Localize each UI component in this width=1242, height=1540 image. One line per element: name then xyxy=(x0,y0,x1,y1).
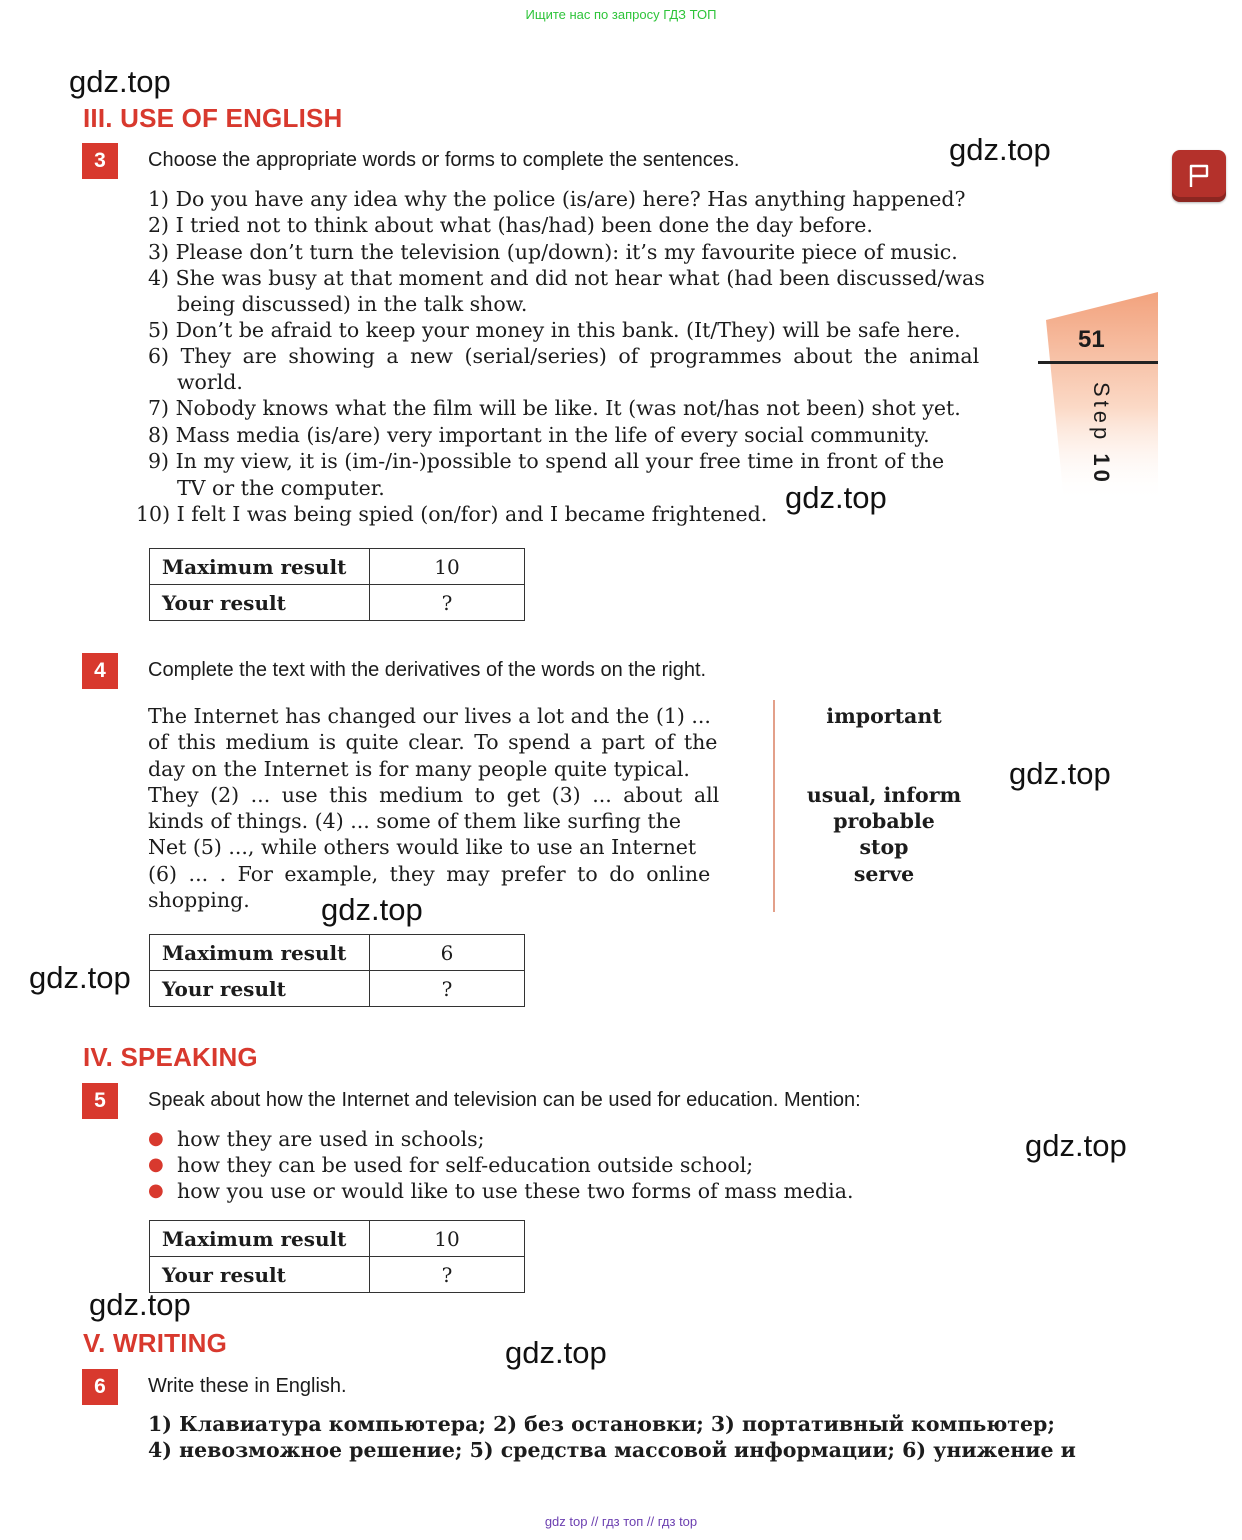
line-text: Do you have any idea why the police (is/are) here? Has anything happened? xyxy=(175,187,966,211)
bullet-icon: ● xyxy=(148,1154,164,1175)
line-number: 8) xyxy=(148,423,176,447)
line-text: Mass media (is/are) very important in the life of every social community. xyxy=(175,423,930,447)
score-your-value: ? xyxy=(370,1257,525,1293)
task-instruction: Choose the appropriate words or forms to complete the sentences. xyxy=(148,149,740,171)
page-number: 51 xyxy=(1078,326,1105,353)
watermark: gdz.top xyxy=(505,1335,607,1370)
score-row-max xyxy=(150,549,525,585)
task-number-badge: 3 xyxy=(82,143,118,179)
section-roman: IV. xyxy=(83,1042,114,1072)
line-text: world. xyxy=(177,370,243,394)
section-title-text: SPEAKING xyxy=(113,1042,258,1072)
task-line xyxy=(177,369,243,395)
watermark: gdz.top xyxy=(89,1287,191,1322)
line-text: I felt I was being spied (on/for) and I became frightened. xyxy=(176,502,768,526)
section-title-text: WRITING xyxy=(105,1328,228,1358)
task-line xyxy=(148,212,873,238)
task-number-badge: 6 xyxy=(82,1369,118,1405)
watermark: gdz.top xyxy=(29,960,131,995)
line-text: Don’t be afraid to keep your money in this bank. (It/They) will be safe here. xyxy=(175,318,961,342)
section-title-text: USE OF ENGLISH xyxy=(112,103,343,133)
task-instruction: Write these in English. xyxy=(148,1375,347,1397)
section-title-speaking xyxy=(83,1042,258,1073)
task-line xyxy=(177,475,385,501)
bullet-item: how they are used in schools; xyxy=(177,1127,485,1151)
flag-button[interactable] xyxy=(1172,150,1226,202)
line-number: 4) xyxy=(148,266,176,290)
score-your-value: ? xyxy=(370,971,525,1007)
task-line xyxy=(148,239,958,265)
task-line xyxy=(148,343,979,369)
bullet-item: how they can be used for self-education outside school; xyxy=(177,1153,754,1177)
bullet-item: how you use or would like to use these two forms of mass media. xyxy=(177,1179,854,1203)
task-line xyxy=(148,317,961,343)
source-word: usual, inform xyxy=(806,783,962,807)
score-your-label: Your result xyxy=(150,585,370,621)
top-banner: Ищите нас по запросу ГДЗ ТОП xyxy=(525,7,717,22)
text-line: of this medium is quite clear. To spend a part of the xyxy=(148,730,718,754)
task-line xyxy=(148,395,961,421)
line-number: 6) xyxy=(148,344,181,368)
section-title-writing xyxy=(83,1328,227,1359)
section-roman: V. xyxy=(83,1328,106,1358)
step-word: Step xyxy=(1089,382,1114,444)
task-instruction: Speak about how the Internet and television can be used for education. Mention: xyxy=(148,1089,861,1111)
score-your-label: Your result xyxy=(150,971,370,1007)
line-number: 3) xyxy=(148,240,176,264)
line-number: 2) xyxy=(148,213,176,237)
line-text: I tried not to think about what (has/had) been done the day before. xyxy=(175,213,873,237)
score-max-label: Maximum result xyxy=(150,549,370,585)
source-word: stop xyxy=(859,835,909,859)
watermark: gdz.top xyxy=(1009,756,1111,791)
step-number: 10 xyxy=(1089,453,1114,486)
step-label xyxy=(1088,382,1114,486)
line-number: 5) xyxy=(148,318,176,342)
line-text: being discussed) in the talk show. xyxy=(177,292,528,316)
text-line: Net (5) ..., while others would like to use an Internet xyxy=(148,835,697,859)
task-instruction: Complete the text with the derivatives of the words on the right. xyxy=(148,659,707,681)
task-line xyxy=(136,501,767,527)
source-word: probable xyxy=(833,809,935,833)
score-row-yours xyxy=(150,971,525,1007)
text-line: kinds of things. (4) ... some of them like surfing the xyxy=(148,809,681,833)
translation-line: 4) невозможное решение; 5) средства массовой информации; 6) унижение и xyxy=(148,1438,1076,1462)
watermark: gdz.top xyxy=(785,480,887,515)
task-line xyxy=(148,265,985,291)
bullet-icon: ● xyxy=(148,1128,164,1149)
score-table xyxy=(149,548,525,621)
text-line: They (2) ... use this medium to get (3) ... about all xyxy=(148,783,720,807)
score-row-yours xyxy=(150,585,525,621)
watermark: gdz.top xyxy=(321,892,423,927)
line-number: 1) xyxy=(148,187,176,211)
score-max-value: 6 xyxy=(370,935,525,971)
bullet-icon: ● xyxy=(148,1180,164,1201)
score-max-label: Maximum result xyxy=(150,935,370,971)
watermark: gdz.top xyxy=(1025,1128,1127,1163)
line-number: 7) xyxy=(148,396,176,420)
section-roman: III. xyxy=(83,103,113,133)
line-number: 10) xyxy=(136,502,177,526)
score-row-yours xyxy=(150,1257,525,1293)
line-text: TV or the computer. xyxy=(177,476,385,500)
text-line: The Internet has changed our lives a lot and the (1) ... xyxy=(148,704,711,728)
source-word: serve xyxy=(853,862,915,886)
line-text: They are showing a new (serial/series) of programmes about the animal xyxy=(180,344,980,368)
score-max-value: 10 xyxy=(370,549,525,585)
source-word: important xyxy=(826,704,942,728)
line-number: 9) xyxy=(148,449,176,473)
flag-icon xyxy=(1185,162,1213,190)
task-line xyxy=(177,291,527,317)
translation-line: 1) Клавиатура компьютера; 2) без остановки; 3) портативный компьютер; xyxy=(148,1412,1055,1436)
footer-links[interactable]: gdz top // гдз топ // гдз top xyxy=(544,1514,698,1529)
task-number-badge: 4 xyxy=(82,653,118,689)
line-text: She was busy at that moment and did not hear what (had been discussed/was xyxy=(175,266,985,290)
score-table xyxy=(149,1220,525,1293)
task-number-badge: 5 xyxy=(82,1083,118,1119)
section-title-use-of-english xyxy=(83,103,343,134)
watermark: gdz.top xyxy=(949,132,1051,167)
watermark: gdz.top xyxy=(69,64,171,99)
score-your-label: Your result xyxy=(150,1257,370,1293)
text-line: (6) ... . For example, they may prefer to do online xyxy=(148,862,711,886)
score-your-value: ? xyxy=(370,585,525,621)
score-row-max xyxy=(150,935,525,971)
task-line xyxy=(148,422,930,448)
task-line xyxy=(148,186,966,212)
text-line: day on the Internet is for many people quite typical. xyxy=(148,757,690,781)
line-text: Please don’t turn the television (up/down): it’s my favourite piece of music. xyxy=(175,240,958,264)
line-text: In my view, it is (im-/in-)possible to spend all your free time in front of the xyxy=(175,449,945,473)
page-number-rule xyxy=(1038,361,1158,364)
score-max-value: 10 xyxy=(370,1221,525,1257)
line-text: Nobody knows what the film will be like. It (was not/has not been) shot yet. xyxy=(175,396,961,420)
task-line xyxy=(148,448,944,474)
score-row-max xyxy=(150,1221,525,1257)
score-max-label: Maximum result xyxy=(150,1221,370,1257)
text-line: shopping. xyxy=(148,888,250,912)
score-table xyxy=(149,934,525,1007)
